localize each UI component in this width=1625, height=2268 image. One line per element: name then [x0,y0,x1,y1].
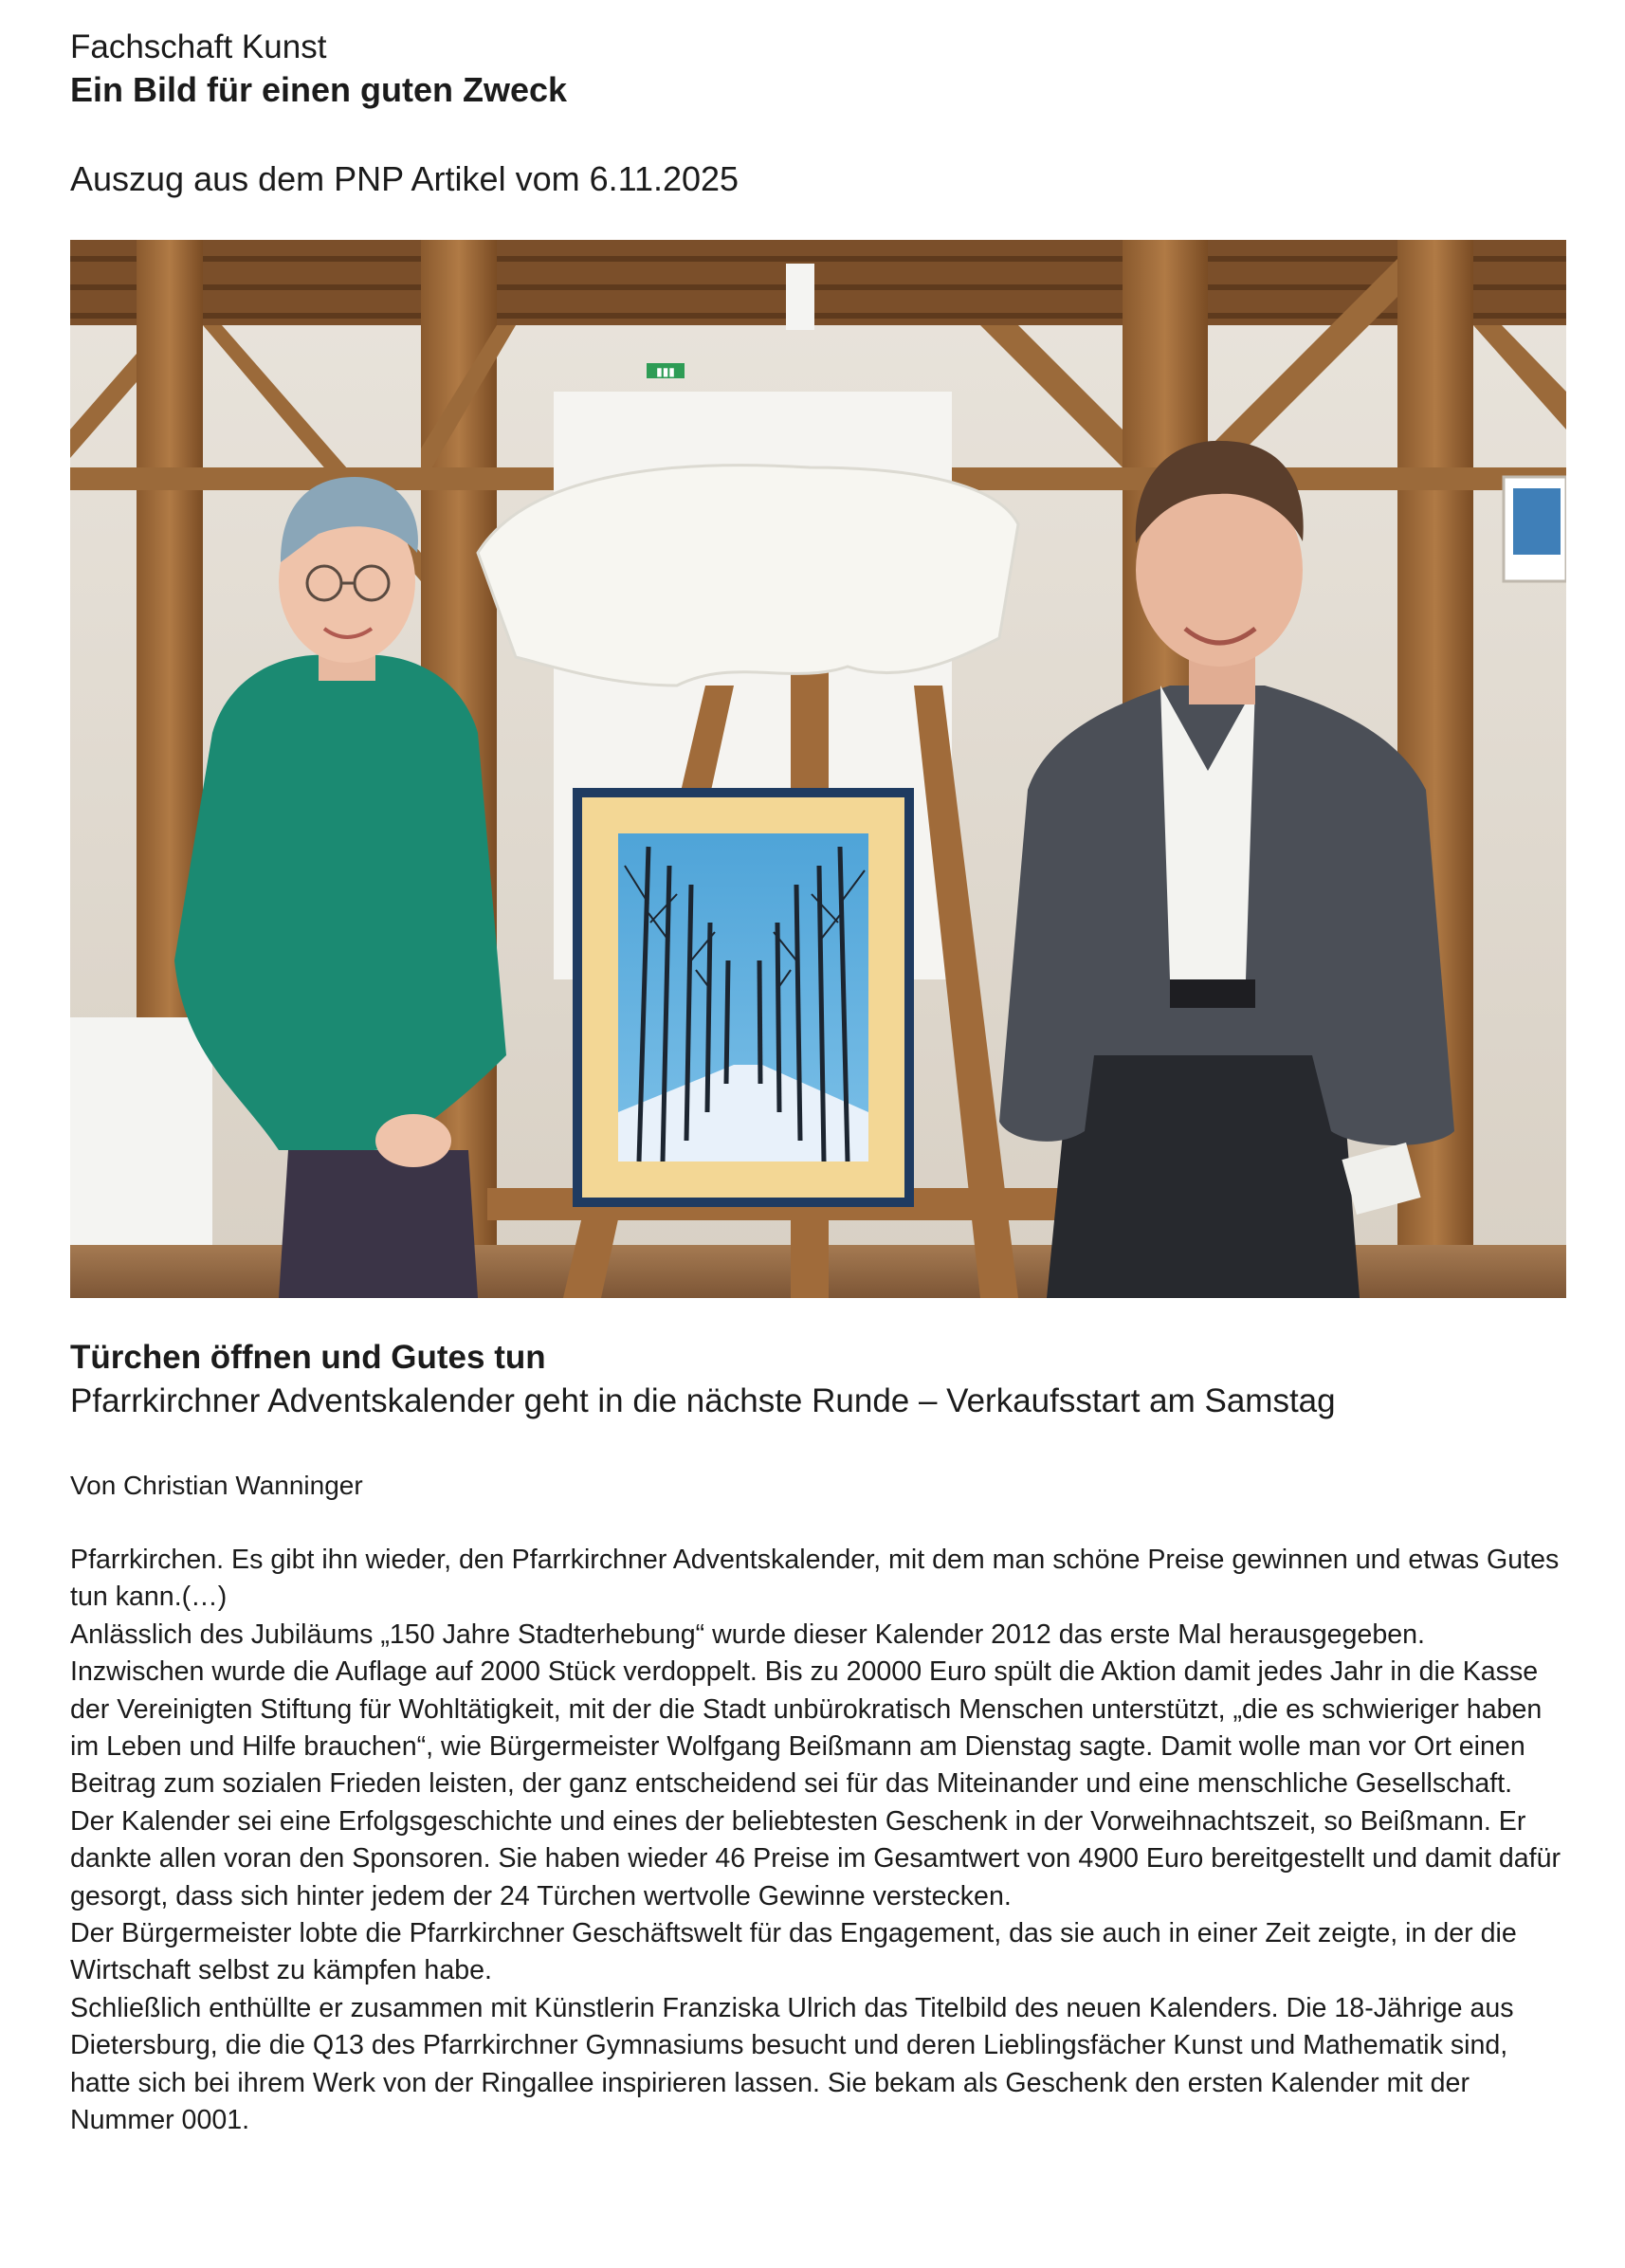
article-paragraph: Anlässlich des Jubiläums „150 Jahre Stadterhebung“ wurde dieser Kalender 2012 das erste Mal herausgegeben. [70,1619,1425,1650]
excerpt-note: Auszug aus dem PNP Artikel vom 6.11.2025 [70,159,739,198]
article-paragraph: Inzwischen wurde die Auflage auf 2000 Stück verdoppelt. Bis zu 20000 Euro spült die Aktion damit jedes Jahr in die Kasse der Vereinigten Stiftung für Wohltätigkeit, mit der die Stadt unbürokratisch Menschen unterstützt, „die es schwieriger haben im Leben und Hilfe brauchen“, wie Bürgermeister Wolfgang Beißmann am Dienstag sagte. Damit wolle man vor Ort einen Beitrag zum sozialen Frieden leisten, der ganz entscheidend sei für das Miteinander und eine menschliche Gesellschaft. [70,1656,1543,1800]
article-headline: Türchen öffnen und Gutes tun [70,1339,546,1376]
article-paragraph: Der Kalender sei eine Erfolgsgeschichte und eines der beliebtesten Geschenk in der Vorweihnachtszeit, so Beißmann. Er dankte allen voran den Sponsoren. Sie haben wieder 46 Preise im Gesamtwert von 4900 Euro bereitgestellt und damit dafür gesorgt, dass sich hinter jedem der 24 Türchen wertvolle Gewinne verstecken. [70,1805,1561,1911]
article-author: Von Christian Wanninger [70,1471,363,1500]
spotlight [786,264,814,330]
article-body [70,1542,1566,2140]
article-photo [70,240,1566,1298]
article-subheadline: Pfarrkirchner Adventskalender geht in die nächste Runde – Verkaufsstart am Samstag [70,1382,1336,1419]
article-paragraph: Pfarrkirchen. Es gibt ihn wieder, den Pfarrkirchner Adventskalender, mit dem man schöne Preise gewinnen und etwas Gutes tun kann.(…) [70,1545,1560,1613]
draped-cloth [478,466,1018,686]
article-paragraph: Der Bürgermeister lobte die Pfarrkirchner Geschäftswelt für das Engagement, das sie auch in einer Zeit zeigte, in der die Wirtschaft selbst zu kämpfen habe. [70,1918,1517,1986]
framed-painting [573,788,914,1207]
ceiling [70,240,1566,325]
page-title: Ein Bild für einen guten Zweck [70,70,568,109]
exit-sign-text: ▮▮▮ [656,365,675,378]
department-label: Fachschaft Kunst [70,28,327,65]
article-paragraph: Schließlich enthüllte er zusammen mit Künstlerin Franziska Ulrich das Titelbild des neuen Kalenders. Die 18-Jährige aus Dietersburg, die die Q13 des Pfarrkirchner Gymnasiums besucht und deren Lieblingsfächer Kunst und Mathematik sind, hatte sich bei ihrem Werk von der Ringallee inspirieren lassen. Sie bekam als Geschenk den ersten Kalender mit der Nummer 0001. [70,1992,1514,2136]
